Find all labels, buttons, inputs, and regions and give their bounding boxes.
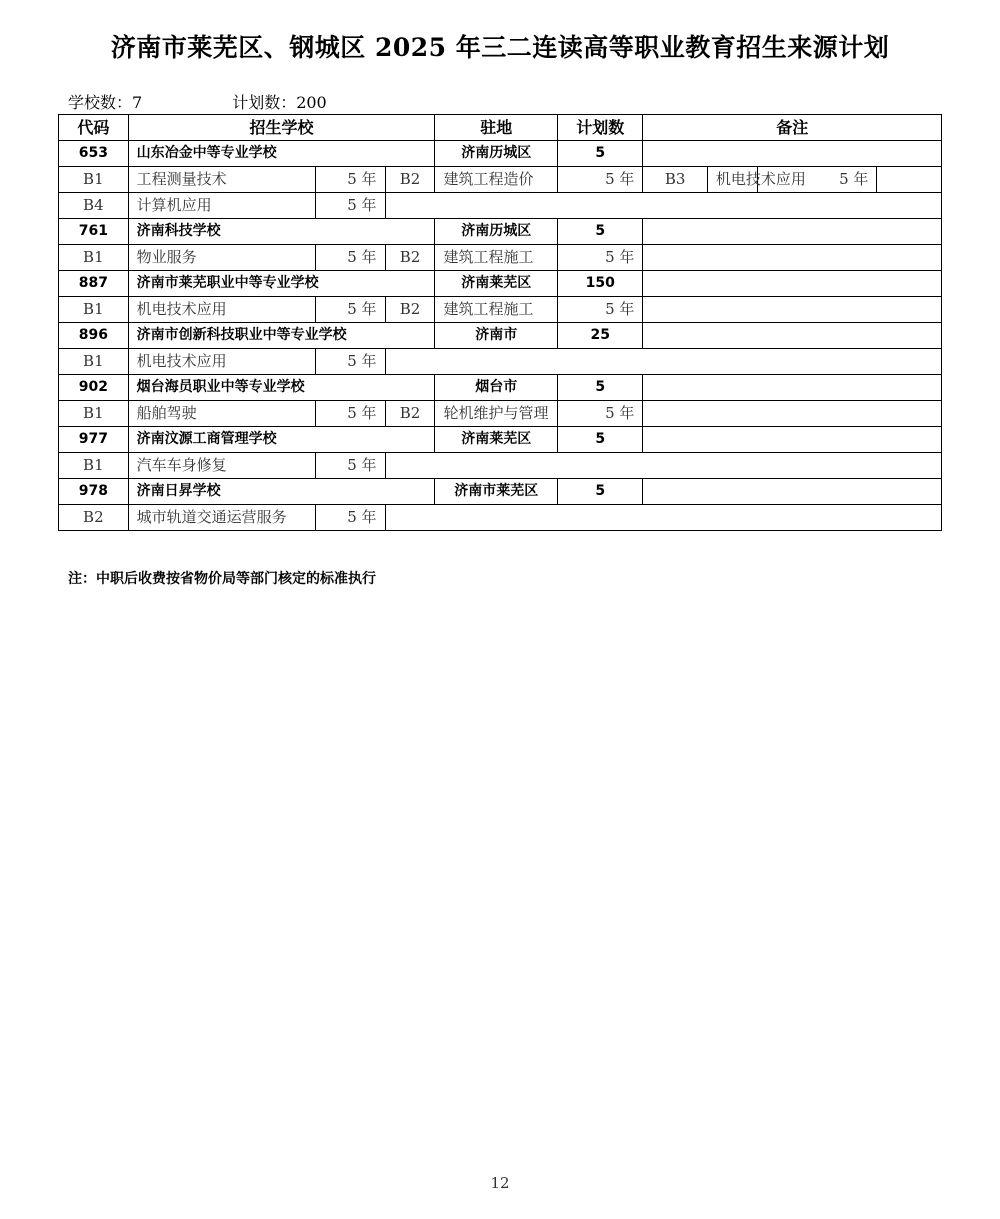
school-code: 761	[59, 219, 129, 245]
school-location: 济南莱芜区	[435, 427, 558, 453]
major-code: B1	[59, 297, 129, 323]
major-years: 5 年	[558, 401, 643, 427]
empty-cell	[643, 401, 942, 427]
empty-cell	[385, 193, 941, 219]
school-remark	[643, 479, 942, 505]
school-name: 济南日昇学校	[128, 479, 435, 505]
school-plan: 5	[558, 375, 643, 401]
school-name: 山东冶金中等专业学校	[128, 141, 435, 167]
major-name: 轮机维护与管理	[435, 401, 558, 427]
major-code: B4	[59, 193, 129, 219]
school-row	[59, 219, 942, 245]
table-header-row	[59, 115, 942, 141]
major-years: 5 年	[315, 505, 385, 531]
empty-cell	[643, 245, 942, 271]
school-row	[59, 141, 942, 167]
major-name: 船舶驾驶	[128, 401, 315, 427]
summary-line	[68, 90, 327, 112]
major-code: B2	[385, 401, 435, 427]
school-location: 济南历城区	[435, 141, 558, 167]
major-code: B1	[59, 453, 129, 479]
school-location: 济南市莱芜区	[435, 479, 558, 505]
major-name: 工程测量技术	[128, 167, 315, 193]
major-code: B1	[59, 167, 129, 193]
school-code: 977	[59, 427, 129, 453]
header-plan: 计划数	[558, 115, 643, 141]
empty-cell	[877, 167, 942, 193]
major-years: 5 年	[757, 167, 877, 193]
school-plan: 5	[558, 479, 643, 505]
school-location: 济南历城区	[435, 219, 558, 245]
major-row	[59, 505, 942, 531]
school-row	[59, 375, 942, 401]
major-code: B2	[385, 297, 435, 323]
school-remark	[643, 219, 942, 245]
major-years: 5 年	[315, 453, 385, 479]
school-row	[59, 427, 942, 453]
school-name: 济南市创新科技职业中等专业学校	[128, 323, 435, 349]
school-row	[59, 271, 942, 297]
school-code: 896	[59, 323, 129, 349]
page-number: 12	[490, 1174, 510, 1192]
school-code: 978	[59, 479, 129, 505]
school-code: 887	[59, 271, 129, 297]
major-years: 5 年	[558, 167, 643, 193]
major-row	[59, 297, 942, 323]
major-years: 5 年	[315, 349, 385, 375]
school-remark	[643, 141, 942, 167]
school-plan: 5	[558, 219, 643, 245]
header-location: 驻地	[435, 115, 558, 141]
major-name: 机电技术应用	[128, 297, 315, 323]
school-remark	[643, 271, 942, 297]
major-years: 5 年	[315, 401, 385, 427]
major-name: 机电技术应用	[707, 167, 757, 193]
school-plan: 150	[558, 271, 643, 297]
school-remark	[643, 323, 942, 349]
school-name: 济南汶源工商管理学校	[128, 427, 435, 453]
major-code: B2	[59, 505, 129, 531]
major-name: 汽车车身修复	[128, 453, 315, 479]
table-body	[59, 141, 942, 531]
empty-cell	[385, 453, 941, 479]
major-row	[59, 245, 942, 271]
major-years: 5 年	[558, 297, 643, 323]
school-remark	[643, 427, 942, 453]
major-name: 物业服务	[128, 245, 315, 271]
school-plan: 5	[558, 141, 643, 167]
major-row	[59, 401, 942, 427]
major-row	[59, 453, 942, 479]
major-name: 建筑工程施工	[435, 245, 558, 271]
major-name: 机电技术应用	[128, 349, 315, 375]
footnote: 注：中职后收费按省物价局等部门核定的标准执行	[68, 571, 376, 587]
school-name: 济南市莱芜职业中等专业学校	[128, 271, 435, 297]
school-location: 济南莱芜区	[435, 271, 558, 297]
school-row	[59, 323, 942, 349]
page-title: 济南市莱芜区、钢城区 2025 年三二连读高等职业教育招生来源计划	[110, 33, 890, 62]
major-name: 城市轨道交通运营服务	[128, 505, 315, 531]
major-years: 5 年	[315, 167, 385, 193]
school-location: 烟台市	[435, 375, 558, 401]
major-code: B2	[385, 167, 435, 193]
header-remark: 备注	[643, 115, 942, 141]
major-years: 5 年	[315, 245, 385, 271]
empty-cell	[385, 505, 941, 531]
major-row	[59, 167, 942, 193]
school-count: 学校数：7	[68, 93, 143, 112]
major-code: B1	[59, 401, 129, 427]
major-name: 建筑工程造价	[435, 167, 558, 193]
school-code: 902	[59, 375, 129, 401]
major-years: 5 年	[315, 193, 385, 219]
header-code: 代码	[59, 115, 129, 141]
school-plan: 25	[558, 323, 643, 349]
enrollment-plan-table	[58, 114, 942, 531]
school-code: 653	[59, 141, 129, 167]
school-row	[59, 479, 942, 505]
school-name: 烟台海员职业中等专业学校	[128, 375, 435, 401]
major-code: B2	[385, 245, 435, 271]
empty-cell	[385, 349, 941, 375]
plan-count: 计划数：200	[232, 93, 327, 112]
major-name: 建筑工程施工	[435, 297, 558, 323]
major-code: B1	[59, 245, 129, 271]
school-remark	[643, 375, 942, 401]
major-code: B3	[643, 167, 707, 193]
major-years: 5 年	[315, 297, 385, 323]
major-row	[59, 193, 942, 219]
school-plan: 5	[558, 427, 643, 453]
major-years: 5 年	[558, 245, 643, 271]
major-code: B1	[59, 349, 129, 375]
school-name: 济南科技学校	[128, 219, 435, 245]
major-row	[59, 349, 942, 375]
header-school: 招生学校	[128, 115, 435, 141]
school-location: 济南市	[435, 323, 558, 349]
empty-cell	[643, 297, 942, 323]
major-name: 计算机应用	[128, 193, 315, 219]
